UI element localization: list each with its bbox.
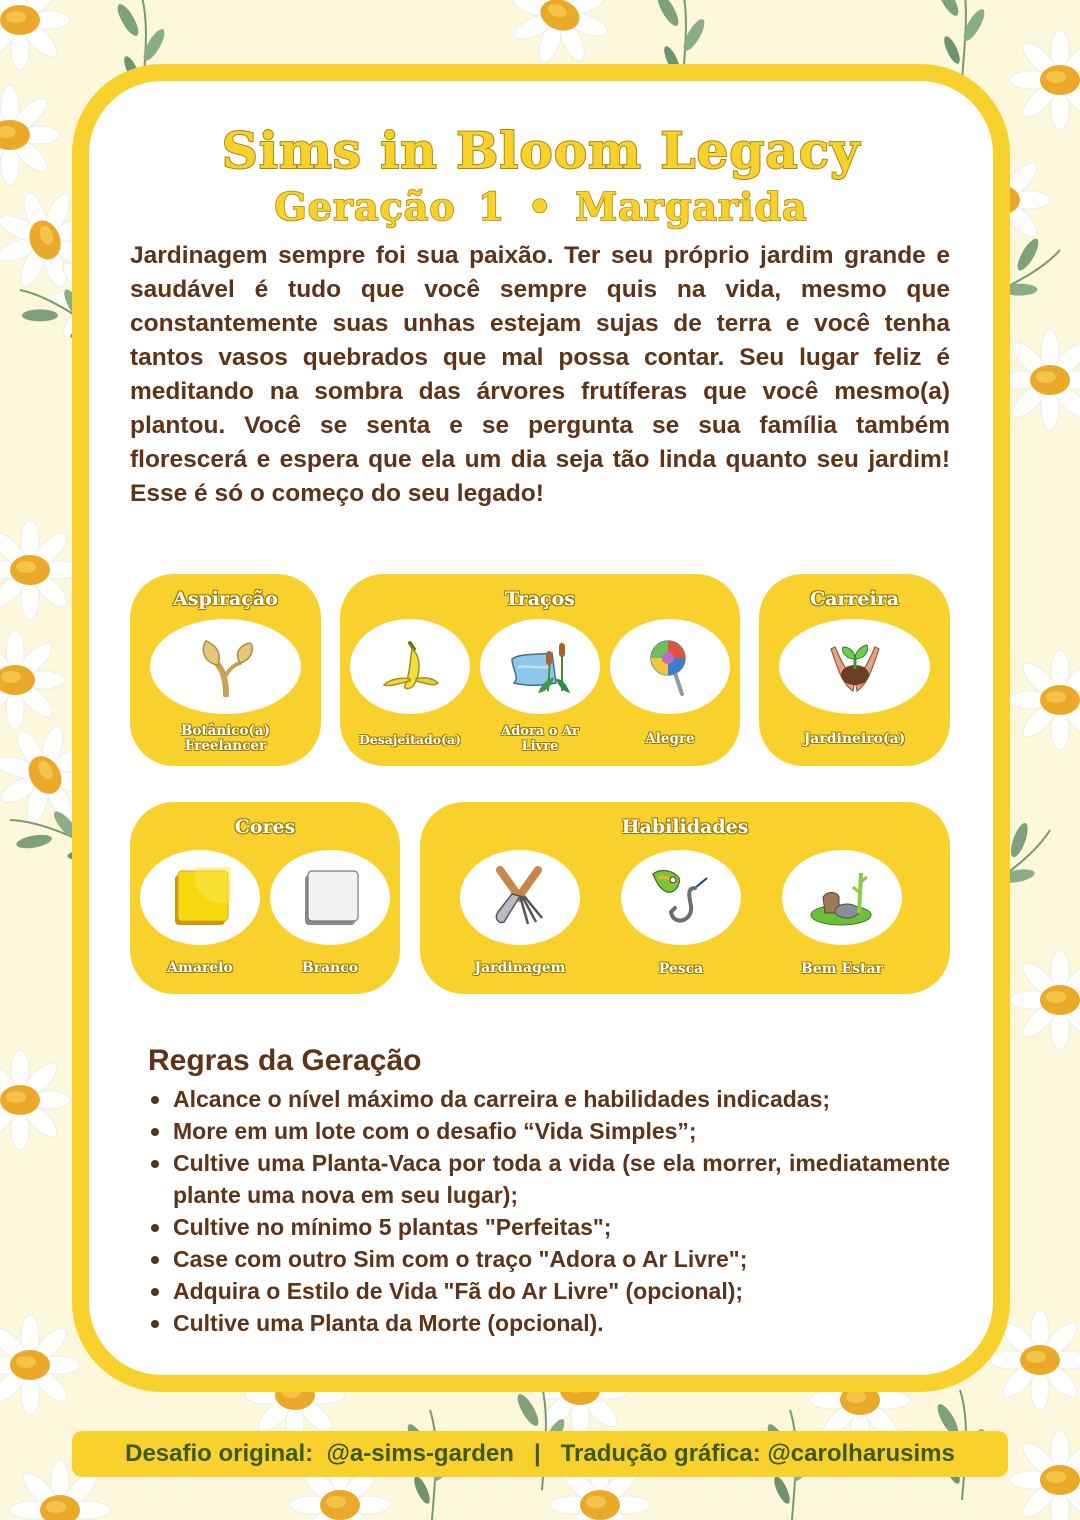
skill-pill-3 xyxy=(782,850,902,945)
rule-item: More em um lote com o desafio “Vida Simples”; xyxy=(148,1115,950,1147)
garden-tools-icon xyxy=(490,866,550,930)
rule-item: Case com outro Sim com o traço "Adora o Ar Livre"; xyxy=(148,1243,950,1275)
hands-seedling-icon xyxy=(827,639,883,695)
lollipop-icon xyxy=(648,638,692,696)
trait-pill-3 xyxy=(610,619,730,714)
rule-item: Cultive uma Planta da Morte (opcional). xyxy=(148,1307,950,1339)
rule-item: Adquira o Estilo de Vida "Fã do Ar Livre" (opcional); xyxy=(148,1275,950,1307)
rules-list xyxy=(148,1083,950,1339)
legacy-card xyxy=(72,64,1010,1392)
trait-label-2: Adora o Ar Livre xyxy=(501,724,579,754)
skills-panel xyxy=(420,802,950,994)
skill-pill-2 xyxy=(621,850,741,945)
career-label: Jardineiro(a) xyxy=(803,731,906,747)
trait-pill-2 xyxy=(480,619,600,714)
traits-title: Traços xyxy=(504,588,576,610)
skill-label-2: Pesca xyxy=(658,961,704,977)
sprout-icon xyxy=(196,637,256,697)
rules-title: Regras da Geração xyxy=(148,1044,422,1077)
color-pill-1 xyxy=(140,850,260,945)
career-panel xyxy=(759,574,950,766)
fish-hook-icon xyxy=(651,866,711,930)
trait-label-3: Alegre xyxy=(645,731,695,747)
aspiration-label: Botânico(a) Freelancer xyxy=(180,723,271,754)
colors-panel xyxy=(130,802,400,994)
pond-cattail-icon xyxy=(508,639,572,695)
color-pill-2 xyxy=(270,850,390,945)
generation-subtitle: Geração 1 • Margarida xyxy=(274,184,808,229)
skill-label-3: Bem Estar xyxy=(801,961,883,977)
rocks-plant-icon xyxy=(809,869,875,927)
trait-pill-1 xyxy=(350,619,470,714)
color-label-1: Amarelo xyxy=(167,960,233,976)
page-title: Sims in Bloom Legacy xyxy=(221,121,861,180)
traits-panel xyxy=(340,574,740,766)
white-swatch-icon xyxy=(299,867,361,929)
rule-item: Cultive uma Planta-Vaca por toda a vida (se ela morrer, imediatamente plante uma nova em seu lugar); xyxy=(148,1147,950,1211)
career-title: Carreira xyxy=(809,588,900,610)
trait-label-1: Desajeitado(a) xyxy=(358,732,462,747)
color-label-2: Branco xyxy=(301,960,359,976)
skills-title: Habilidades xyxy=(621,816,749,838)
rule-item: Alcance o nível máximo da carreira e habilidades indicadas; xyxy=(148,1083,950,1115)
yellow-swatch-icon xyxy=(169,867,231,929)
career-pill xyxy=(779,619,930,714)
colors-title: Cores xyxy=(234,816,296,838)
banana-peel-icon xyxy=(380,639,440,695)
aspiration-panel xyxy=(130,574,321,766)
skill-label-1: Jardinagem xyxy=(474,960,566,976)
aspiration-title: Aspiração xyxy=(173,588,278,610)
intro-paragraph: Jardinagem sempre foi sua paixão. Ter seu próprio jardim grande e saudável é tudo que você sempre quis na vida, mesmo que constantemente suas unhas estejam sujas de terra e você tenha tantos vasos quebrados que mal possa contar. Seu lugar feliz é meditando na sombra das árvores frutíferas que você mesmo(a) plantou. Você se senta e se pergunta se sua família também florescerá e espera que ela um dia seja tão linda quanto seu jardim! Esse é só o começo do seu legado! xyxy=(130,242,950,507)
aspiration-pill xyxy=(150,619,301,714)
rule-item: Cultive no mínimo 5 plantas "Perfeitas"; xyxy=(148,1211,950,1243)
skill-pill-1 xyxy=(460,850,580,945)
credits-footer: Desafio original: @a-sims-garden | Tradução gráfica: @carolharusims xyxy=(72,1431,1008,1477)
